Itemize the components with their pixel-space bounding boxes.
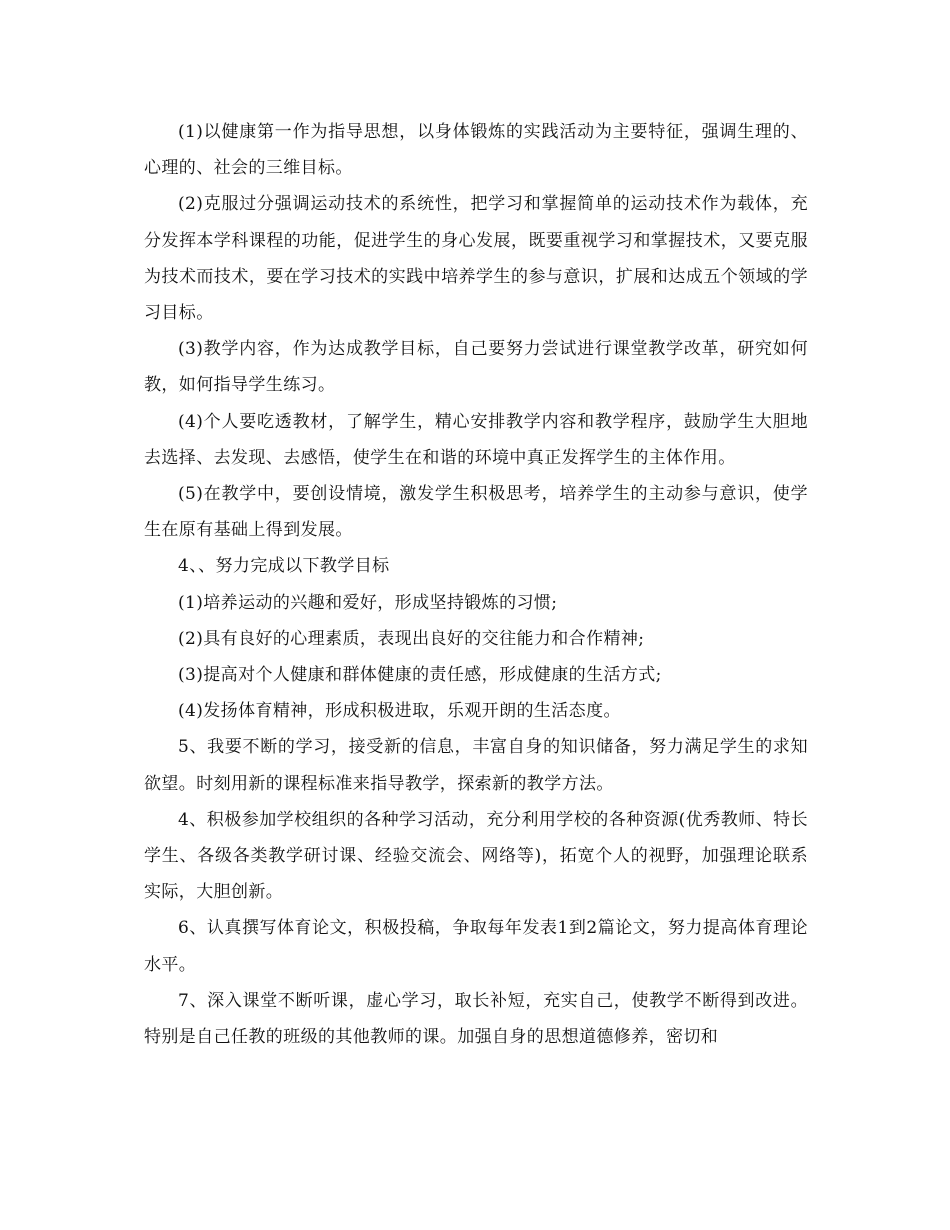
section-heading-goals: 4、、努力完成以下教学目标 bbox=[178, 556, 390, 577]
paragraph-2: (2)克服过分强调运动技术的系统性，把学习和掌握简单的运动技术作为载体，充分发挥本学科课程的功能，促进学生的身心发展，既要重视学习和掌握技术，又要克服为技术而技术，要在学习技术的实践中培养学生的参与意识，扩展和达成五个领域的学习目标。 bbox=[144, 194, 808, 324]
paragraph-papers: 6、认真撰写体育论文，积极投稿，争取每年发表1到2篇论文，努力提高体育理论水平。 bbox=[144, 918, 808, 975]
paragraph-4: (4)个人要吃透教材，了解学生，精心安排教学内容和教学程序，鼓励学生大胆地去选择、去发现、去感悟，使学生在和谐的环境中真正发挥学生的主体作用。 bbox=[144, 411, 808, 468]
paragraph-1: (1)以健康第一作为指导思想，以身体锻炼的实践活动为主要特征，强调生理的、心理的、社会的三维目标。 bbox=[144, 122, 808, 179]
goal-item-4: (4)发扬体育精神，形成积极进取，乐观开朗的生活态度。 bbox=[178, 701, 621, 722]
goal-item-3: (3)提高对个人健康和群体健康的责任感，形成健康的生活方式; bbox=[178, 665, 662, 686]
paragraph-activities: 4、积极参加学校组织的各种学习活动，充分利用学校的各种资源(优秀教师、特长学生、各级各类教学研讨课、经验交流会、网络等)，拓宽个人的视野，加强理论联系实际，大胆创新。 bbox=[144, 809, 808, 903]
goal-item-1: (1)培养运动的兴趣和爱好，形成坚持锻炼的习惯; bbox=[178, 592, 558, 613]
document-body bbox=[144, 114, 808, 1055]
goal-item-2: (2)具有良好的心理素质，表现出良好的交往能力和合作精神; bbox=[178, 628, 645, 649]
paragraph-lessons: 7、深入课堂不断听课，虚心学习，取长补短，充实自己，使教学不断得到改进。特别是自己任教的班级的其他教师的课。加强自身的思想道德修养，密切和 bbox=[144, 990, 808, 1048]
paragraph-5: (5)在教学中，要创设情境，激发学生积极思考，培养学生的主动参与意识，使学生在原有基础上得到发展。 bbox=[144, 484, 808, 541]
paragraph-learning: 5、我要不断的学习，接受新的信息，丰富自身的知识储备，努力满足学生的求知欲望。时刻用新的课程标准来指导教学，探索新的教学方法。 bbox=[144, 737, 808, 794]
paragraph-3: (3)教学内容，作为达成教学目标，自己要努力尝试进行课堂教学改革，研究如何教，如何指导学生练习。 bbox=[144, 339, 808, 396]
